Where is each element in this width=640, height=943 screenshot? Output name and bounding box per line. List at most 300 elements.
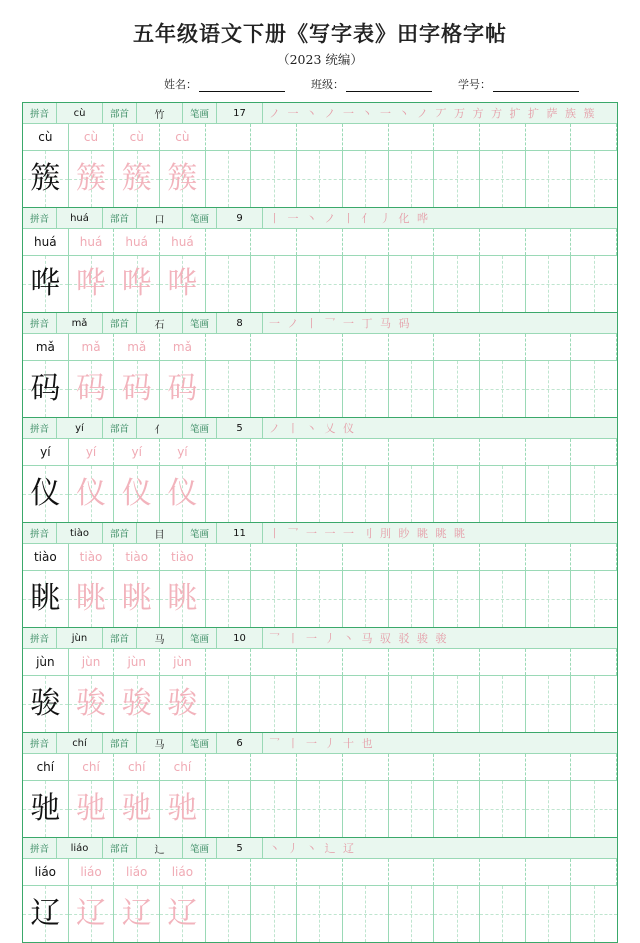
pinyin-blank-cell[interactable] xyxy=(206,544,252,570)
character-block xyxy=(23,313,617,418)
character-glyph: 辽 xyxy=(121,896,152,931)
stroke-count-label: 笔画 xyxy=(183,418,217,438)
name-input-line[interactable] xyxy=(199,78,285,92)
character-trace-cell[interactable] xyxy=(114,151,160,207)
stroke-count-value: 5 xyxy=(217,838,263,858)
character-blank-cell[interactable] xyxy=(571,571,617,627)
pinyin-blank-cell[interactable] xyxy=(571,754,617,780)
pinyin-trace-cell[interactable]: huá xyxy=(114,229,160,255)
character-trace-cell[interactable] xyxy=(114,466,160,522)
character-glyph: 驰 xyxy=(76,791,107,826)
character-blank-cell[interactable] xyxy=(571,781,617,837)
character-blank-cell[interactable] xyxy=(571,361,617,417)
stroke-count-value: 6 xyxy=(217,733,263,753)
pinyin-label: 拼音 xyxy=(23,418,57,438)
pinyin-blank-cell[interactable] xyxy=(571,229,617,255)
pinyin-value: mǎ xyxy=(57,313,103,333)
pinyin-blank-cell[interactable] xyxy=(251,124,297,150)
character-model-cell[interactable] xyxy=(23,571,69,627)
character-trace-cell[interactable] xyxy=(114,676,160,732)
pinyin-blank-cell[interactable] xyxy=(389,334,435,360)
character-model-cell[interactable] xyxy=(23,466,69,522)
pinyin-label: 拼音 xyxy=(23,733,57,753)
character-trace-cell[interactable] xyxy=(160,676,206,732)
character-blank-cell[interactable] xyxy=(526,676,572,732)
stroke-order-sequence: 乛 丨 一 丿 十 也 xyxy=(269,737,375,750)
character-glyph: 辽 xyxy=(76,896,107,931)
class-input-line[interactable] xyxy=(346,78,432,92)
character-blank-cell[interactable] xyxy=(389,466,435,522)
pinyin-blank-cell[interactable] xyxy=(297,229,343,255)
pinyin-blank-cell[interactable] xyxy=(526,859,572,885)
radical-label: 部首 xyxy=(103,733,137,753)
pinyin-trace-cell[interactable]: tiào xyxy=(160,544,206,570)
pinyin-trace-cell[interactable]: mǎ xyxy=(160,334,206,360)
character-glyph: 辽 xyxy=(167,896,198,931)
character-trace-cell[interactable] xyxy=(69,676,115,732)
character-blank-cell[interactable] xyxy=(434,886,480,942)
character-blank-cell[interactable] xyxy=(526,151,572,207)
pinyin-blank-cell[interactable] xyxy=(343,439,389,465)
pinyin-blank-cell[interactable] xyxy=(206,649,252,675)
character-glyph: 驰 xyxy=(30,791,61,826)
pinyin-blank-cell[interactable] xyxy=(526,334,572,360)
stroke-count-value: 17 xyxy=(217,103,263,123)
character-blank-cell[interactable] xyxy=(297,571,343,627)
character-blank-cell[interactable] xyxy=(251,361,297,417)
character-info-row xyxy=(23,523,617,544)
character-trace-cell[interactable] xyxy=(69,256,115,312)
pinyin-label: 拼音 xyxy=(23,628,57,648)
character-blank-cell[interactable] xyxy=(480,571,526,627)
character-blank-cell[interactable] xyxy=(389,676,435,732)
character-blank-cell[interactable] xyxy=(343,151,389,207)
pinyin-blank-cell[interactable] xyxy=(251,439,297,465)
character-info-row xyxy=(23,418,617,439)
character-blank-cell[interactable] xyxy=(297,466,343,522)
pinyin-trace-cell[interactable]: mǎ xyxy=(114,334,160,360)
pinyin-blank-cell[interactable] xyxy=(206,124,252,150)
pinyin-blank-cell[interactable] xyxy=(571,544,617,570)
pinyin-label: 拼音 xyxy=(23,313,57,333)
pinyin-practice-row xyxy=(23,754,617,781)
student-number-label: 学号： xyxy=(458,78,491,91)
character-blank-cell[interactable] xyxy=(480,361,526,417)
character-blank-cell[interactable] xyxy=(297,256,343,312)
pinyin-value: yí xyxy=(57,418,103,438)
pinyin-blank-cell[interactable] xyxy=(389,439,435,465)
stroke-order-sequence: 乛 丨 一 丿 丶 马 驭 驳 骏 骏 xyxy=(269,632,449,645)
pinyin-blank-cell[interactable] xyxy=(297,439,343,465)
pinyin-blank-cell[interactable] xyxy=(571,439,617,465)
pinyin-model-cell[interactable]: tiào xyxy=(23,544,69,570)
pinyin-blank-cell[interactable] xyxy=(480,754,526,780)
pinyin-trace-cell[interactable]: chí xyxy=(69,754,115,780)
character-trace-cell[interactable] xyxy=(160,256,206,312)
character-trace-cell[interactable] xyxy=(114,571,160,627)
pinyin-blank-cell[interactable] xyxy=(343,229,389,255)
character-blank-cell[interactable] xyxy=(434,676,480,732)
stroke-order-sequence: ノ 丨 丶 乂 仪 xyxy=(269,422,356,435)
stroke-count-value: 11 xyxy=(217,523,263,543)
pinyin-trace-cell[interactable]: cù xyxy=(160,124,206,150)
character-glyph: 仪 xyxy=(30,476,61,511)
character-blank-cell[interactable] xyxy=(251,256,297,312)
character-info-row xyxy=(23,313,617,334)
pinyin-blank-cell[interactable] xyxy=(297,754,343,780)
character-glyph: 哗 xyxy=(121,266,152,301)
character-blank-cell[interactable] xyxy=(389,256,435,312)
character-blank-cell[interactable] xyxy=(206,256,252,312)
pinyin-practice-row xyxy=(23,124,617,151)
character-blank-cell[interactable] xyxy=(571,151,617,207)
character-blank-cell[interactable] xyxy=(343,466,389,522)
pinyin-blank-cell[interactable] xyxy=(571,859,617,885)
pinyin-label: 拼音 xyxy=(23,208,57,228)
pinyin-blank-cell[interactable] xyxy=(206,754,252,780)
character-blank-cell[interactable] xyxy=(434,151,480,207)
character-blank-cell[interactable] xyxy=(526,466,572,522)
stroke-count-value: 5 xyxy=(217,418,263,438)
pinyin-blank-cell[interactable] xyxy=(251,229,297,255)
character-blank-cell[interactable] xyxy=(206,676,252,732)
radical-value: 马 xyxy=(137,628,183,648)
character-glyph: 仪 xyxy=(121,476,152,511)
character-blank-cell[interactable] xyxy=(480,781,526,837)
pinyin-trace-cell[interactable]: tiào xyxy=(69,544,115,570)
pinyin-model-cell[interactable]: jùn xyxy=(23,649,69,675)
character-trace-cell[interactable] xyxy=(69,571,115,627)
character-trace-cell[interactable] xyxy=(114,886,160,942)
character-glyph: 码 xyxy=(121,371,152,406)
character-glyph: 辽 xyxy=(30,896,61,931)
character-trace-cell[interactable] xyxy=(160,361,206,417)
pinyin-blank-cell[interactable] xyxy=(526,124,572,150)
pinyin-blank-cell[interactable] xyxy=(434,859,480,885)
character-blank-cell[interactable] xyxy=(251,571,297,627)
character-trace-cell[interactable] xyxy=(69,466,115,522)
character-trace-cell[interactable] xyxy=(160,466,206,522)
pinyin-model-cell[interactable]: yí xyxy=(23,439,69,465)
pinyin-trace-cell[interactable]: chí xyxy=(160,754,206,780)
radical-label: 部首 xyxy=(103,418,137,438)
student-number-field[interactable] xyxy=(458,76,579,92)
pinyin-value: tiào xyxy=(57,523,103,543)
pinyin-model-cell[interactable]: huá xyxy=(23,229,69,255)
character-blank-cell[interactable] xyxy=(389,781,435,837)
character-blank-cell[interactable] xyxy=(343,886,389,942)
pinyin-practice-row xyxy=(23,439,617,466)
pinyin-blank-cell[interactable] xyxy=(480,439,526,465)
pinyin-trace-cell[interactable]: yí xyxy=(69,439,115,465)
class-label: 班级： xyxy=(311,78,344,91)
pinyin-blank-cell[interactable] xyxy=(297,649,343,675)
character-blank-cell[interactable] xyxy=(297,886,343,942)
character-blank-cell[interactable] xyxy=(434,466,480,522)
character-practice-row xyxy=(23,676,617,732)
pinyin-blank-cell[interactable] xyxy=(343,859,389,885)
character-practice-row xyxy=(23,256,617,312)
character-trace-cell[interactable] xyxy=(69,361,115,417)
stroke-order-sequence: 丨 一 丶 ノ 丨 亻 丿 化 哗 xyxy=(269,212,430,225)
pinyin-value: chí xyxy=(57,733,103,753)
character-model-cell[interactable] xyxy=(23,256,69,312)
pinyin-blank-cell[interactable] xyxy=(343,649,389,675)
pinyin-blank-cell[interactable] xyxy=(434,229,480,255)
character-blank-cell[interactable] xyxy=(480,676,526,732)
character-blank-cell[interactable] xyxy=(526,886,572,942)
character-blank-cell[interactable] xyxy=(526,256,572,312)
character-blank-cell[interactable] xyxy=(389,571,435,627)
student-info-row xyxy=(28,76,612,96)
character-trace-cell[interactable] xyxy=(160,886,206,942)
pinyin-blank-cell[interactable] xyxy=(389,229,435,255)
character-block xyxy=(23,733,617,838)
character-glyph: 哗 xyxy=(30,266,61,301)
pinyin-blank-cell[interactable] xyxy=(251,754,297,780)
pinyin-practice-row xyxy=(23,544,617,571)
character-blank-cell[interactable] xyxy=(434,781,480,837)
character-blank-cell[interactable] xyxy=(251,151,297,207)
character-trace-cell[interactable] xyxy=(114,781,160,837)
stroke-count-label: 笔画 xyxy=(183,208,217,228)
character-blank-cell[interactable] xyxy=(526,571,572,627)
pinyin-practice-row xyxy=(23,229,617,256)
character-glyph: 驰 xyxy=(121,791,152,826)
character-blank-cell[interactable] xyxy=(480,151,526,207)
stroke-order-sequence: 一 ノ 丨 乛 一 丁 马 码 xyxy=(269,317,412,330)
radical-label: 部首 xyxy=(103,208,137,228)
pinyin-blank-cell[interactable] xyxy=(389,859,435,885)
radical-value: 亻 xyxy=(137,418,183,438)
pinyin-blank-cell[interactable] xyxy=(434,754,480,780)
stroke-order-sequence: ノ 一 丶 ノ 一 丶 一 丶 ノ 丆 万 方 方 扩 扩 萨 族 簇 xyxy=(269,107,597,120)
character-blank-cell[interactable] xyxy=(389,886,435,942)
pinyin-blank-cell[interactable] xyxy=(526,754,572,780)
character-info-row xyxy=(23,838,617,859)
character-blank-cell[interactable] xyxy=(251,886,297,942)
pinyin-blank-cell[interactable] xyxy=(389,649,435,675)
character-glyph: 骏 xyxy=(121,686,152,721)
character-blank-cell[interactable] xyxy=(297,151,343,207)
character-glyph: 码 xyxy=(76,371,107,406)
stroke-count-value: 10 xyxy=(217,628,263,648)
pinyin-blank-cell[interactable] xyxy=(251,544,297,570)
pinyin-trace-cell[interactable]: mǎ xyxy=(69,334,115,360)
pinyin-blank-cell[interactable] xyxy=(297,334,343,360)
character-blank-cell[interactable] xyxy=(343,781,389,837)
pinyin-trace-cell[interactable]: huá xyxy=(160,229,206,255)
stroke-count-label: 笔画 xyxy=(183,628,217,648)
radical-label: 部首 xyxy=(103,838,137,858)
pinyin-blank-cell[interactable] xyxy=(206,439,252,465)
character-glyph: 眺 xyxy=(121,581,152,616)
pinyin-blank-cell[interactable] xyxy=(434,334,480,360)
radical-value: 目 xyxy=(137,523,183,543)
character-trace-cell[interactable] xyxy=(69,886,115,942)
pinyin-blank-cell[interactable] xyxy=(480,544,526,570)
pinyin-trace-cell[interactable]: jùn xyxy=(160,649,206,675)
pinyin-trace-cell[interactable]: liáo xyxy=(114,859,160,885)
character-glyph: 眺 xyxy=(76,581,107,616)
character-glyph: 骏 xyxy=(76,686,107,721)
pinyin-blank-cell[interactable] xyxy=(343,754,389,780)
character-blank-cell[interactable] xyxy=(480,886,526,942)
character-blank-cell[interactable] xyxy=(526,361,572,417)
pinyin-blank-cell[interactable] xyxy=(389,754,435,780)
pinyin-trace-cell[interactable]: jùn xyxy=(69,649,115,675)
pinyin-blank-cell[interactable] xyxy=(297,544,343,570)
pinyin-blank-cell[interactable] xyxy=(434,544,480,570)
character-trace-cell[interactable] xyxy=(69,781,115,837)
character-model-cell[interactable] xyxy=(23,886,69,942)
pinyin-trace-cell[interactable]: chí xyxy=(114,754,160,780)
character-glyph: 眺 xyxy=(167,581,198,616)
character-blank-cell[interactable] xyxy=(480,256,526,312)
pinyin-trace-cell[interactable]: liáo xyxy=(160,859,206,885)
character-model-cell[interactable] xyxy=(23,781,69,837)
character-blank-cell[interactable] xyxy=(343,256,389,312)
character-blank-cell[interactable] xyxy=(206,466,252,522)
pinyin-trace-cell[interactable]: yí xyxy=(114,439,160,465)
character-blank-cell[interactable] xyxy=(251,676,297,732)
pinyin-blank-cell[interactable] xyxy=(297,859,343,885)
character-practice-row xyxy=(23,571,617,627)
pinyin-trace-cell[interactable]: liáo xyxy=(69,859,115,885)
character-blank-cell[interactable] xyxy=(571,676,617,732)
pinyin-model-cell[interactable]: chí xyxy=(23,754,69,780)
pinyin-blank-cell[interactable] xyxy=(480,124,526,150)
character-block xyxy=(23,628,617,733)
character-blank-cell[interactable] xyxy=(526,781,572,837)
stroke-count-label: 笔画 xyxy=(183,523,217,543)
character-blank-cell[interactable] xyxy=(251,466,297,522)
pinyin-blank-cell[interactable] xyxy=(480,859,526,885)
pinyin-trace-cell[interactable]: cù xyxy=(114,124,160,150)
name-field[interactable] xyxy=(164,76,285,92)
character-block xyxy=(23,523,617,628)
character-practice-row xyxy=(23,466,617,522)
pinyin-blank-cell[interactable] xyxy=(480,649,526,675)
character-blank-cell[interactable] xyxy=(206,886,252,942)
character-glyph: 簇 xyxy=(121,161,152,196)
character-info-row xyxy=(23,733,617,754)
character-blank-cell[interactable] xyxy=(389,151,435,207)
character-blank-cell[interactable] xyxy=(206,361,252,417)
pinyin-blank-cell[interactable] xyxy=(206,334,252,360)
pinyin-blank-cell[interactable] xyxy=(206,859,252,885)
radical-value: 马 xyxy=(137,733,183,753)
pinyin-blank-cell[interactable] xyxy=(526,229,572,255)
character-info-row xyxy=(23,103,617,124)
pinyin-trace-cell[interactable]: cù xyxy=(69,124,115,150)
pinyin-blank-cell[interactable] xyxy=(251,859,297,885)
character-trace-cell[interactable] xyxy=(69,151,115,207)
pinyin-blank-cell[interactable] xyxy=(251,649,297,675)
pinyin-model-cell[interactable]: cù xyxy=(23,124,69,150)
pinyin-trace-cell[interactable]: tiào xyxy=(114,544,160,570)
character-trace-cell[interactable] xyxy=(114,361,160,417)
character-blank-cell[interactable] xyxy=(343,571,389,627)
character-glyph: 簇 xyxy=(30,161,61,196)
pinyin-blank-cell[interactable] xyxy=(343,544,389,570)
character-blank-cell[interactable] xyxy=(297,361,343,417)
character-info-row xyxy=(23,628,617,649)
pinyin-blank-cell[interactable] xyxy=(389,544,435,570)
stroke-order-sequence: 丨 乛 一 一 一 刂 刖 眇 眺 眺 眺 xyxy=(269,527,467,540)
radical-label: 部首 xyxy=(103,103,137,123)
character-model-cell[interactable] xyxy=(23,151,69,207)
character-blank-cell[interactable] xyxy=(297,676,343,732)
pinyin-practice-row xyxy=(23,859,617,886)
character-blank-cell[interactable] xyxy=(571,256,617,312)
pinyin-blank-cell[interactable] xyxy=(526,439,572,465)
student-number-input-line[interactable] xyxy=(493,78,579,92)
pinyin-trace-cell[interactable]: jùn xyxy=(114,649,160,675)
character-blank-cell[interactable] xyxy=(343,676,389,732)
pinyin-blank-cell[interactable] xyxy=(343,124,389,150)
pinyin-blank-cell[interactable] xyxy=(526,544,572,570)
pinyin-blank-cell[interactable] xyxy=(571,649,617,675)
pinyin-value: jùn xyxy=(57,628,103,648)
page-title: 五年级语文下册《写字表》田字格字帖 xyxy=(133,21,507,46)
stroke-count-value: 8 xyxy=(217,313,263,333)
character-blank-cell[interactable] xyxy=(571,466,617,522)
character-blank-cell[interactable] xyxy=(389,361,435,417)
pinyin-blank-cell[interactable] xyxy=(434,439,480,465)
pinyin-blank-cell[interactable] xyxy=(206,229,252,255)
pinyin-blank-cell[interactable] xyxy=(480,334,526,360)
character-blank-cell[interactable] xyxy=(251,781,297,837)
pinyin-blank-cell[interactable] xyxy=(571,334,617,360)
character-blank-cell[interactable] xyxy=(434,256,480,312)
character-blank-cell[interactable] xyxy=(206,151,252,207)
character-glyph: 哗 xyxy=(167,266,198,301)
character-info-row xyxy=(23,208,617,229)
pinyin-trace-cell[interactable]: yí xyxy=(160,439,206,465)
pinyin-blank-cell[interactable] xyxy=(389,124,435,150)
pinyin-blank-cell[interactable] xyxy=(251,334,297,360)
pinyin-blank-cell[interactable] xyxy=(297,124,343,150)
character-blank-cell[interactable] xyxy=(480,466,526,522)
character-trace-cell[interactable] xyxy=(114,256,160,312)
pinyin-blank-cell[interactable] xyxy=(434,649,480,675)
pinyin-blank-cell[interactable] xyxy=(526,649,572,675)
character-blank-cell[interactable] xyxy=(434,361,480,417)
pinyin-blank-cell[interactable] xyxy=(480,229,526,255)
character-blank-cell[interactable] xyxy=(343,361,389,417)
character-model-cell[interactable] xyxy=(23,676,69,732)
character-blank-cell[interactable] xyxy=(571,886,617,942)
character-block xyxy=(23,103,617,208)
character-trace-cell[interactable] xyxy=(160,571,206,627)
class-field[interactable] xyxy=(311,76,432,92)
pinyin-blank-cell[interactable] xyxy=(343,334,389,360)
character-blank-cell[interactable] xyxy=(206,571,252,627)
character-blank-cell[interactable] xyxy=(297,781,343,837)
pinyin-model-cell[interactable]: liáo xyxy=(23,859,69,885)
character-blank-cell[interactable] xyxy=(434,571,480,627)
pinyin-blank-cell[interactable] xyxy=(571,124,617,150)
character-trace-cell[interactable] xyxy=(160,151,206,207)
character-model-cell[interactable] xyxy=(23,361,69,417)
character-blank-cell[interactable] xyxy=(206,781,252,837)
radical-value: 口 xyxy=(137,208,183,228)
pinyin-blank-cell[interactable] xyxy=(434,124,480,150)
pinyin-trace-cell[interactable]: huá xyxy=(69,229,115,255)
pinyin-model-cell[interactable]: mǎ xyxy=(23,334,69,360)
character-trace-cell[interactable] xyxy=(160,781,206,837)
